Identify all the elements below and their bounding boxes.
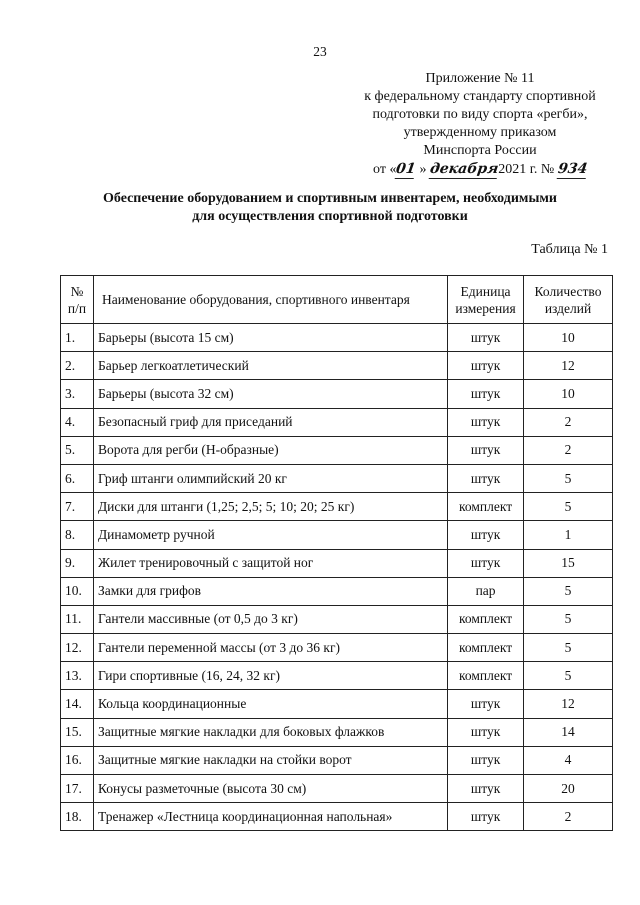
row-num: 17.: [61, 775, 94, 803]
row-unit: штук: [448, 464, 524, 492]
row-unit: штук: [448, 408, 524, 436]
row-unit: комплект: [448, 605, 524, 633]
table-row: [61, 380, 613, 408]
row-unit: штук: [448, 803, 524, 831]
order-number-handwritten: 934: [556, 161, 589, 177]
header-unit-line-2: измерения: [455, 300, 516, 316]
row-num: 2.: [61, 352, 94, 380]
row-qty: 1: [524, 521, 613, 549]
date-month-handwritten: декабря: [428, 161, 500, 177]
table-row: [61, 549, 613, 577]
row-qty: 5: [524, 662, 613, 690]
row-name: Гантели массивные (от 0,5 до 3 кг): [93, 605, 447, 633]
row-name: Замки для грифов: [93, 577, 447, 605]
appendix-header: [330, 70, 630, 179]
row-num: 9.: [61, 549, 94, 577]
row-unit: комплект: [448, 662, 524, 690]
row-num: 14.: [61, 690, 94, 718]
row-name: Безопасный гриф для приседаний: [93, 408, 447, 436]
row-qty: 12: [524, 352, 613, 380]
row-qty: 10: [524, 324, 613, 352]
row-name: Ворота для регби (Н-образные): [93, 436, 447, 464]
appendix-line-1: Приложение № 11: [425, 71, 535, 86]
row-unit: штук: [448, 352, 524, 380]
table-header-row: [61, 276, 613, 324]
row-num: 12.: [61, 634, 94, 662]
row-num: 13.: [61, 662, 94, 690]
row-unit: штук: [448, 380, 524, 408]
row-num: 3.: [61, 380, 94, 408]
table-row: [61, 493, 613, 521]
row-name: Гриф штанги олимпийский 20 кг: [93, 464, 447, 492]
header-num: [61, 276, 94, 324]
table-body: [61, 324, 613, 831]
row-qty: 2: [524, 408, 613, 436]
table-row: [61, 775, 613, 803]
row-qty: 2: [524, 436, 613, 464]
table-row: [61, 408, 613, 436]
header-unit: [448, 276, 524, 324]
date-day-handwritten: 01: [395, 161, 418, 177]
row-num: 18.: [61, 803, 94, 831]
row-qty: 5: [524, 464, 613, 492]
row-unit: комплект: [448, 634, 524, 662]
table-label: Таблица № 1: [531, 242, 608, 257]
row-name: Динамометр ручной: [93, 521, 447, 549]
header-num-line-2: п/п: [67, 300, 87, 316]
row-name: Диски для штанги (1,25; 2,5; 5; 10; 20; 25 кг): [93, 493, 447, 521]
row-name: Кольца координационные: [93, 690, 447, 718]
table-row: [61, 521, 613, 549]
row-qty: 5: [524, 577, 613, 605]
table-row: [61, 436, 613, 464]
table-row: [61, 690, 613, 718]
title-line-1: Обеспечение оборудованием и спортивным инвентарем, необходимыми: [103, 191, 557, 206]
row-num: 15.: [61, 718, 94, 746]
row-num: 10.: [61, 577, 94, 605]
row-num: 7.: [61, 493, 94, 521]
date-year: 2021 г. №: [498, 162, 555, 177]
appendix-line-2: к федеральному стандарту спортивной: [364, 89, 596, 104]
row-num: 11.: [61, 605, 94, 633]
row-unit: штук: [448, 521, 524, 549]
table-row: [61, 634, 613, 662]
row-unit: штук: [448, 549, 524, 577]
row-name: Барьеры (высота 32 см): [93, 380, 447, 408]
row-name: Защитные мягкие накладки на стойки ворот: [93, 746, 447, 774]
row-num: 1.: [61, 324, 94, 352]
table-row: [61, 464, 613, 492]
row-qty: 5: [524, 605, 613, 633]
title-line-2: для осуществления спортивной подготовки: [192, 209, 468, 224]
header-qty: [524, 276, 613, 324]
table-row: [61, 803, 613, 831]
table-row: [61, 605, 613, 633]
table-row: [61, 662, 613, 690]
row-unit: штук: [448, 718, 524, 746]
appendix-line-5: Минспорта России: [423, 143, 537, 158]
header-unit-line-1: Единица: [460, 283, 511, 299]
page-number: 23: [313, 44, 327, 59]
row-qty: 10: [524, 380, 613, 408]
row-num: 8.: [61, 521, 94, 549]
row-name: Конусы разметочные (высота 30 см): [93, 775, 447, 803]
row-name: Защитные мягкие накладки для боковых флажков: [93, 718, 447, 746]
row-num: 4.: [61, 408, 94, 436]
appendix-line-3: подготовки по виду спорта «регби»,: [372, 107, 588, 122]
header-name: Наименование оборудования, спортивного инвентаря: [93, 276, 447, 324]
row-num: 16.: [61, 746, 94, 774]
row-qty: 2: [524, 803, 613, 831]
row-name: Барьер легкоатлетический: [93, 352, 447, 380]
document-title: [60, 190, 600, 226]
row-name: Тренажер «Лестница координационная напольная»: [93, 803, 447, 831]
row-num: 5.: [61, 436, 94, 464]
date-prefix: от «: [373, 162, 397, 177]
row-qty: 12: [524, 690, 613, 718]
row-unit: комплект: [448, 493, 524, 521]
row-unit: штук: [448, 436, 524, 464]
appendix-date-line: [330, 160, 630, 179]
row-qty: 15: [524, 549, 613, 577]
appendix-line-4: утвержденному приказом: [403, 125, 557, 140]
table-row: [61, 718, 613, 746]
row-qty: 5: [524, 493, 613, 521]
row-name: Гири спортивные (16, 24, 32 кг): [93, 662, 447, 690]
equipment-table: [60, 275, 613, 831]
row-num: 6.: [61, 464, 94, 492]
row-name: Гантели переменной массы (от 3 до 36 кг): [93, 634, 447, 662]
header-qty-line-2: изделий: [544, 300, 592, 316]
row-qty: 4: [524, 746, 613, 774]
table-row: [61, 352, 613, 380]
row-unit: штук: [448, 775, 524, 803]
table-row: [61, 324, 613, 352]
header-qty-line-1: Количество: [534, 283, 602, 299]
row-name: Барьеры (высота 15 см): [93, 324, 447, 352]
header-num-line-1: №: [70, 283, 84, 299]
row-qty: 5: [524, 634, 613, 662]
row-unit: штук: [448, 746, 524, 774]
row-unit: штук: [448, 690, 524, 718]
table-row: [61, 746, 613, 774]
date-mid: »: [419, 162, 427, 177]
table-row: [61, 577, 613, 605]
row-name: Жилет тренировочный с защитой ног: [93, 549, 447, 577]
row-unit: пар: [448, 577, 524, 605]
row-qty: 20: [524, 775, 613, 803]
row-unit: штук: [448, 324, 524, 352]
row-qty: 14: [524, 718, 613, 746]
